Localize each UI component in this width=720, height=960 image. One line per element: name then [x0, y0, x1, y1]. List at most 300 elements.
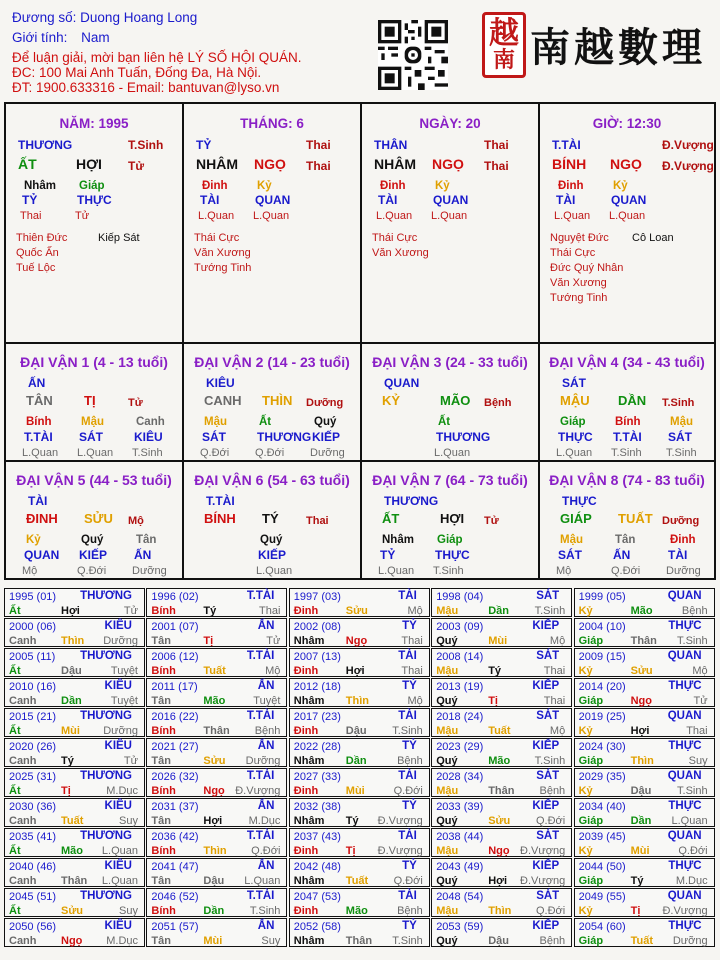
- gender-value: Nam: [81, 30, 110, 45]
- year-thapthan: QUAN: [667, 650, 702, 662]
- qr-code-icon[interactable]: [378, 20, 448, 90]
- year-cell[interactable]: [574, 768, 715, 797]
- hidden-can: Nhâm: [24, 180, 56, 192]
- year-cell[interactable]: [574, 618, 715, 647]
- pillar-title: NGÀY: 20: [419, 116, 481, 131]
- year-thapthan: KIẾP: [532, 800, 560, 812]
- year-thapthan: KIẾP: [532, 860, 560, 872]
- year-label: 2031 (37): [151, 801, 199, 813]
- year-label: 2048 (54): [436, 891, 484, 903]
- year-label: 2015 (21): [9, 711, 57, 723]
- year-label: 2053 (59): [436, 921, 484, 933]
- hidden-can: Tân: [615, 534, 636, 546]
- year-label: 1998 (04): [436, 591, 484, 603]
- year-chi: Mão: [488, 755, 511, 767]
- star-item: Thái Cực: [194, 232, 240, 244]
- daivan-thapthan: SÁT: [562, 376, 586, 390]
- year-cell[interactable]: [146, 588, 287, 617]
- daivan-chi: MÃO: [440, 393, 471, 408]
- year-thapthan: TỶ: [402, 860, 417, 872]
- daivan-box: [6, 460, 184, 580]
- year-status: Mộ: [265, 665, 281, 677]
- hidden-thapthan: QUAN: [433, 193, 469, 207]
- hidden-can: Quý: [260, 534, 283, 546]
- pillar-chi-status: Tử: [128, 159, 145, 173]
- year-cell[interactable]: [574, 678, 715, 707]
- year-cell[interactable]: [146, 768, 287, 797]
- year-thapthan: ẤN: [257, 680, 275, 692]
- year-thapthan: ẤN: [257, 740, 275, 752]
- year-cell[interactable]: [146, 708, 287, 737]
- star-item: Tướng Tinh: [550, 292, 608, 304]
- year-status: Tử: [123, 605, 138, 617]
- pillar-can: ẤT: [18, 156, 37, 172]
- year-cell[interactable]: [4, 678, 145, 707]
- year-chi: Dậu: [203, 875, 225, 887]
- year-chi: Mão: [345, 905, 368, 917]
- hidden-can: Bính: [615, 416, 641, 428]
- year-status: Mộ: [407, 695, 423, 707]
- hidden-status: Dưỡng: [132, 565, 167, 577]
- hidden-thapthan: TÀI: [378, 193, 398, 207]
- year-status: Q.Đới: [678, 845, 708, 857]
- pillar-can: NHÂM: [374, 156, 416, 172]
- hidden-status: Q.Đới: [611, 565, 641, 577]
- year-label: 2029 (35): [578, 771, 626, 783]
- year-status: Mộ: [692, 665, 708, 677]
- daivan-thapthan: KIÊU: [206, 376, 235, 390]
- hidden-can: Canh: [136, 416, 165, 428]
- year-can: Mậu: [436, 785, 459, 797]
- year-cell[interactable]: [146, 648, 287, 677]
- year-thapthan: TÀI: [398, 830, 417, 842]
- year-can: Bính: [151, 845, 176, 857]
- year-chi: Hợi: [630, 725, 650, 737]
- year-label: 2042 (48): [293, 861, 341, 873]
- year-cell[interactable]: [4, 768, 145, 797]
- owner-name: Đương số: Duong Hoang Long: [12, 10, 198, 25]
- year-can: Bính: [151, 725, 176, 737]
- year-cell[interactable]: [4, 888, 145, 917]
- year-cell[interactable]: [431, 588, 572, 617]
- year-status: T.Sinh: [249, 905, 281, 917]
- year-cell[interactable]: [431, 768, 572, 797]
- year-chi: Tuất: [61, 815, 84, 827]
- daivan-box: [362, 342, 540, 460]
- year-thapthan: TỶ: [402, 800, 417, 812]
- year-label: 2018 (24): [436, 711, 484, 723]
- pillar-chi-status: Đ.Vượng: [662, 159, 714, 173]
- year-status: Suy: [119, 815, 138, 827]
- pillar-thapthan: THÂN: [374, 138, 408, 152]
- year-cell[interactable]: [431, 798, 572, 827]
- year-status: Tử: [693, 695, 708, 707]
- year-cell[interactable]: [289, 918, 430, 947]
- year-cell[interactable]: [289, 888, 430, 917]
- year-label: 2013 (19): [436, 681, 484, 693]
- pillar-title: GIỜ: 12:30: [592, 116, 662, 131]
- year-cell[interactable]: [431, 888, 572, 917]
- year-status: Mộ: [549, 635, 566, 647]
- year-chi: Sửu: [345, 605, 368, 617]
- year-chi: Tuất: [345, 875, 369, 887]
- hidden-can: Giáp: [560, 416, 586, 428]
- daivan-title: ĐẠI VẬN 5 (44 - 53 tuổi): [16, 472, 172, 488]
- hidden-thapthan: THỰC: [77, 193, 112, 207]
- year-label: 2046 (52): [151, 891, 199, 903]
- hidden-can: Mậu: [81, 416, 104, 428]
- year-thapthan: SÁT: [536, 830, 560, 842]
- pillar-box: [540, 104, 714, 344]
- pillar-chi: HỢI: [76, 156, 102, 172]
- year-label: 2006 (12): [151, 651, 199, 663]
- year-can: Mậu: [436, 905, 459, 917]
- year-cell[interactable]: [146, 888, 287, 917]
- daivan-chi: TÝ: [262, 511, 279, 526]
- pillar-status: Thai: [484, 138, 509, 152]
- pillar-can: NHÂM: [196, 156, 238, 172]
- year-label: 2010 (16): [9, 681, 57, 693]
- year-chi: Mùi: [203, 935, 223, 947]
- year-thapthan: QUAN: [667, 770, 702, 782]
- year-cell[interactable]: [289, 828, 430, 857]
- star-item: Văn Xương: [372, 247, 429, 259]
- year-cell[interactable]: [574, 888, 715, 917]
- daivan-chi: TỊ: [84, 393, 96, 408]
- year-thapthan: TÀI: [398, 890, 417, 902]
- daivan-can: CANH: [204, 393, 242, 408]
- hidden-can: Quý: [81, 534, 104, 546]
- pillar-thapthan: T.TÀI: [552, 138, 581, 152]
- hidden-status: Q.Đới: [255, 447, 285, 459]
- year-cell[interactable]: [4, 588, 145, 617]
- daivan-title: ĐẠI VẬN 2 (14 - 23 tuổi): [194, 354, 350, 370]
- year-chi: Dậu: [61, 665, 82, 677]
- pillar-status: Đ.Vượng: [662, 138, 714, 152]
- year-can: Giáp: [578, 695, 604, 707]
- year-chi: Thìn: [488, 905, 512, 917]
- daivan-thapthan: TÀI: [28, 494, 48, 508]
- year-can: Quý: [436, 635, 458, 647]
- pillar-box: [184, 104, 362, 344]
- chart-grid: [4, 102, 716, 580]
- year-cell[interactable]: [289, 768, 430, 797]
- year-label: 2021 (27): [151, 741, 199, 753]
- year-cell[interactable]: [289, 798, 430, 827]
- year-status: Tuyệt: [110, 665, 138, 677]
- year-chi: Tý: [345, 815, 359, 827]
- daivan-chi: THÌN: [262, 393, 293, 408]
- year-thapthan: ẤN: [257, 860, 275, 872]
- year-status: T.Sinh: [677, 785, 708, 797]
- year-can: Kỷ: [578, 725, 593, 737]
- year-can: Tân: [151, 695, 171, 707]
- year-cell[interactable]: [574, 588, 715, 617]
- hidden-status: Dưỡng: [310, 447, 345, 459]
- year-cell[interactable]: [4, 858, 145, 887]
- year-thapthan: THƯƠNG: [80, 650, 132, 662]
- hidden-can: Giáp: [437, 534, 463, 546]
- year-chi: Thân: [61, 875, 88, 887]
- hidden-thapthan: SÁT: [558, 548, 582, 562]
- year-can: Nhâm: [293, 875, 325, 887]
- hidden-status: L.Quan: [256, 565, 293, 577]
- hidden-thapthan: ẤN: [613, 548, 631, 562]
- year-cell[interactable]: [4, 918, 145, 947]
- hidden-thapthan: TỶ: [380, 548, 396, 562]
- year-cell[interactable]: [146, 738, 287, 767]
- year-chi: Dậu: [630, 785, 652, 797]
- hidden-thapthan: T.TÀI: [24, 430, 53, 444]
- year-status: M.Dục: [675, 875, 708, 887]
- year-cell[interactable]: [289, 708, 430, 737]
- year-can: Nhâm: [293, 935, 325, 947]
- year-label: 2051 (57): [151, 921, 199, 933]
- year-can: Kỷ: [578, 665, 593, 677]
- year-status: Thai: [401, 635, 423, 647]
- year-cell[interactable]: [289, 588, 430, 617]
- hidden-status: L.Quan: [556, 447, 593, 459]
- star-item: Tuế Lộc: [16, 262, 56, 274]
- hidden-can: Đinh: [558, 180, 584, 192]
- year-can: Ất: [9, 665, 21, 677]
- daivan-status: Mộ: [128, 515, 144, 527]
- year-cell[interactable]: [431, 738, 572, 767]
- year-status: Mộ: [549, 725, 566, 737]
- year-thapthan: KIÊU: [104, 800, 132, 812]
- daivan-can: KỶ: [382, 393, 401, 408]
- year-status: Q.Đới: [535, 815, 566, 827]
- year-chi: Dậu: [345, 725, 367, 737]
- year-cell[interactable]: [431, 828, 572, 857]
- year-label: 2047 (53): [293, 891, 341, 903]
- year-thapthan: THỰC: [668, 920, 702, 932]
- year-label: 2017 (23): [293, 711, 341, 723]
- year-chi: Tị: [61, 785, 71, 797]
- gender-label: Giới tính:: [12, 30, 68, 45]
- year-label: 1995 (01): [9, 591, 57, 603]
- year-cell[interactable]: [146, 918, 287, 947]
- year-cell[interactable]: [146, 678, 287, 707]
- year-cell[interactable]: [4, 708, 145, 737]
- daivan-title: ĐẠI VẬN 8 (74 - 83 tuổi): [549, 472, 705, 488]
- daivan-title: ĐẠI VẬN 7 (64 - 73 tuổi): [372, 472, 528, 488]
- year-thapthan: TỶ: [402, 620, 417, 632]
- year-thapthan: TÀI: [398, 590, 417, 602]
- year-cell[interactable]: [289, 858, 430, 887]
- daivan-status: Dưỡng: [306, 397, 344, 409]
- year-cell[interactable]: [4, 738, 145, 767]
- year-label: 2016 (22): [151, 711, 199, 723]
- year-thapthan: THƯƠNG: [80, 830, 132, 842]
- year-chi: Dần: [630, 815, 652, 827]
- year-cell[interactable]: [431, 678, 572, 707]
- year-chi: Mùi: [630, 845, 650, 857]
- year-cell[interactable]: [146, 858, 287, 887]
- year-can: Kỷ: [578, 605, 593, 617]
- year-thapthan: QUAN: [667, 590, 702, 602]
- year-cell[interactable]: [4, 828, 145, 857]
- year-can: Tân: [151, 755, 171, 767]
- year-cell[interactable]: [146, 828, 287, 857]
- hidden-can: Giáp: [79, 180, 105, 192]
- hidden-status: Mộ: [22, 565, 38, 577]
- address: ĐC: 100 Mai Anh Tuấn, Đống Đa, Hà Nội.: [12, 65, 262, 80]
- daivan-chi: DẦN: [618, 393, 647, 408]
- year-label: 2025 (31): [9, 771, 57, 783]
- pillar-thapthan: TỶ: [196, 138, 212, 152]
- year-can: Bính: [151, 785, 176, 797]
- year-status: Bệnh: [681, 605, 708, 617]
- year-status: M.Dục: [106, 785, 138, 797]
- daivan-thapthan: ẤN: [28, 376, 46, 390]
- hidden-status: L.Quan: [431, 210, 468, 222]
- year-cell[interactable]: [146, 798, 287, 827]
- star-item: Nguyệt Đức: [550, 232, 609, 244]
- star-item: Cô Loan: [632, 232, 674, 244]
- pillar-can: BÍNH: [552, 156, 587, 172]
- year-can: Canh: [9, 935, 37, 947]
- hidden-thapthan: SÁT: [79, 430, 103, 444]
- daivan-chi: TUẤT: [618, 511, 653, 526]
- daivan-can: ẤT: [382, 511, 400, 526]
- year-can: Tân: [151, 635, 171, 647]
- year-cell[interactable]: [574, 708, 715, 737]
- year-status: Dưỡng: [245, 755, 281, 767]
- star-item: Tướng Tinh: [194, 262, 252, 274]
- year-thapthan: T.TÀI: [246, 710, 275, 722]
- year-status: T.Sinh: [534, 605, 566, 617]
- year-chi: Tị: [488, 695, 498, 707]
- year-can: Đinh: [293, 725, 319, 737]
- year-cell[interactable]: [574, 648, 715, 677]
- year-can: Tân: [151, 815, 171, 827]
- year-status: Thai: [401, 665, 423, 677]
- hidden-can: Tân: [136, 534, 157, 546]
- year-cell[interactable]: [431, 618, 572, 647]
- year-can: Ất: [9, 785, 21, 797]
- year-label: 1999 (05): [578, 591, 626, 603]
- year-label: 2009 (15): [578, 651, 626, 663]
- daivan-can: TÂN: [26, 393, 53, 408]
- year-thapthan: T.TÀI: [246, 650, 275, 662]
- year-status: L.Quan: [671, 815, 708, 827]
- daivan-box: [540, 460, 714, 580]
- hidden-can: Mậu: [204, 416, 227, 428]
- year-cell[interactable]: [289, 738, 430, 767]
- year-status: Đ.Vượng: [235, 785, 281, 797]
- daivan-box: [540, 342, 714, 460]
- hidden-can: Mậu: [670, 416, 693, 428]
- pillar-title: NĂM: 1995: [59, 116, 129, 131]
- year-cell[interactable]: [574, 828, 715, 857]
- hidden-thapthan: ẤN: [134, 548, 152, 562]
- year-cell[interactable]: [4, 648, 145, 677]
- year-thapthan: THỰC: [668, 620, 702, 632]
- year-can: Canh: [9, 815, 37, 827]
- year-cell[interactable]: [574, 858, 715, 887]
- year-cell[interactable]: [431, 648, 572, 677]
- year-status: Đ.Vượng: [377, 845, 423, 857]
- year-label: 2027 (33): [293, 771, 341, 783]
- year-label: 2011 (17): [151, 681, 198, 693]
- year-can: Giáp: [578, 755, 604, 767]
- pillar-chi: NGỌ: [432, 156, 464, 172]
- year-cell[interactable]: [146, 618, 287, 647]
- year-status: Tử: [266, 635, 281, 647]
- daivan-status: T.Sinh: [662, 397, 695, 409]
- year-cell[interactable]: [289, 618, 430, 647]
- year-label: 2034 (40): [578, 801, 626, 813]
- year-label: 2035 (41): [9, 831, 57, 843]
- year-thapthan: QUAN: [667, 890, 702, 902]
- year-label: 2014 (20): [578, 681, 626, 693]
- year-cell[interactable]: [431, 708, 572, 737]
- daivan-title: ĐẠI VẬN 3 (24 - 33 tuổi): [372, 354, 528, 370]
- star-item: Quốc Ấn: [16, 247, 59, 259]
- hidden-thapthan: THƯƠNG: [257, 430, 312, 444]
- year-cell[interactable]: [4, 618, 145, 647]
- year-label: 2044 (50): [578, 861, 626, 873]
- year-chi: Tý: [630, 875, 644, 887]
- year-cell[interactable]: [574, 918, 715, 947]
- year-thapthan: SÁT: [536, 710, 560, 722]
- year-can: Giáp: [578, 635, 604, 647]
- hidden-thapthan: QUAN: [24, 548, 60, 562]
- year-thapthan: THỰC: [668, 800, 702, 812]
- year-status: T.Sinh: [392, 725, 423, 737]
- phone-email[interactable]: ĐT: 1900.633316 - Email: bantuvan@lyso.vn: [12, 80, 280, 95]
- year-status: L.Quan: [101, 845, 138, 857]
- year-cell[interactable]: [289, 678, 430, 707]
- year-thapthan: KIÊU: [104, 620, 132, 632]
- year-chi: Dần: [61, 695, 82, 707]
- year-cell[interactable]: [574, 738, 715, 767]
- hidden-status: L.Quan: [77, 447, 114, 459]
- year-can: Giáp: [578, 815, 604, 827]
- year-label: 2019 (25): [578, 711, 626, 723]
- year-can: Mậu: [436, 605, 459, 617]
- hidden-can: Nhâm: [382, 534, 414, 546]
- hidden-status: Thai: [20, 210, 42, 222]
- year-thapthan: SÁT: [536, 650, 560, 662]
- year-can: Nhâm: [293, 635, 325, 647]
- year-label: 2036 (42): [151, 831, 199, 843]
- contact-note: Để luận giải, mời bạn liên hệ LÝ SỐ HỘI QUÁN.: [12, 50, 302, 65]
- year-chi: Dần: [345, 755, 367, 767]
- year-cell[interactable]: [431, 858, 572, 887]
- year-can: Tân: [151, 935, 171, 947]
- year-thapthan: KIẾP: [532, 920, 560, 932]
- year-cell[interactable]: [4, 798, 145, 827]
- year-label: 2028 (34): [436, 771, 484, 783]
- year-status: Thai: [686, 725, 708, 737]
- hidden-status: T.Sinh: [433, 565, 464, 577]
- year-chi: Tuất: [488, 725, 511, 737]
- year-label: 2012 (18): [293, 681, 341, 693]
- pillar-title: THÁNG: 6: [240, 116, 304, 131]
- year-cell[interactable]: [431, 918, 572, 947]
- year-cell[interactable]: [289, 648, 430, 677]
- year-cell[interactable]: [574, 798, 715, 827]
- daivan-thapthan: THỰC: [562, 494, 597, 508]
- daivan-can: ĐINH: [26, 511, 58, 526]
- year-chi: Sửu: [203, 755, 226, 767]
- year-status: Suy: [688, 755, 708, 767]
- year-label: 2049 (55): [578, 891, 626, 903]
- daivan-box: [6, 342, 184, 460]
- year-thapthan: SÁT: [536, 770, 560, 782]
